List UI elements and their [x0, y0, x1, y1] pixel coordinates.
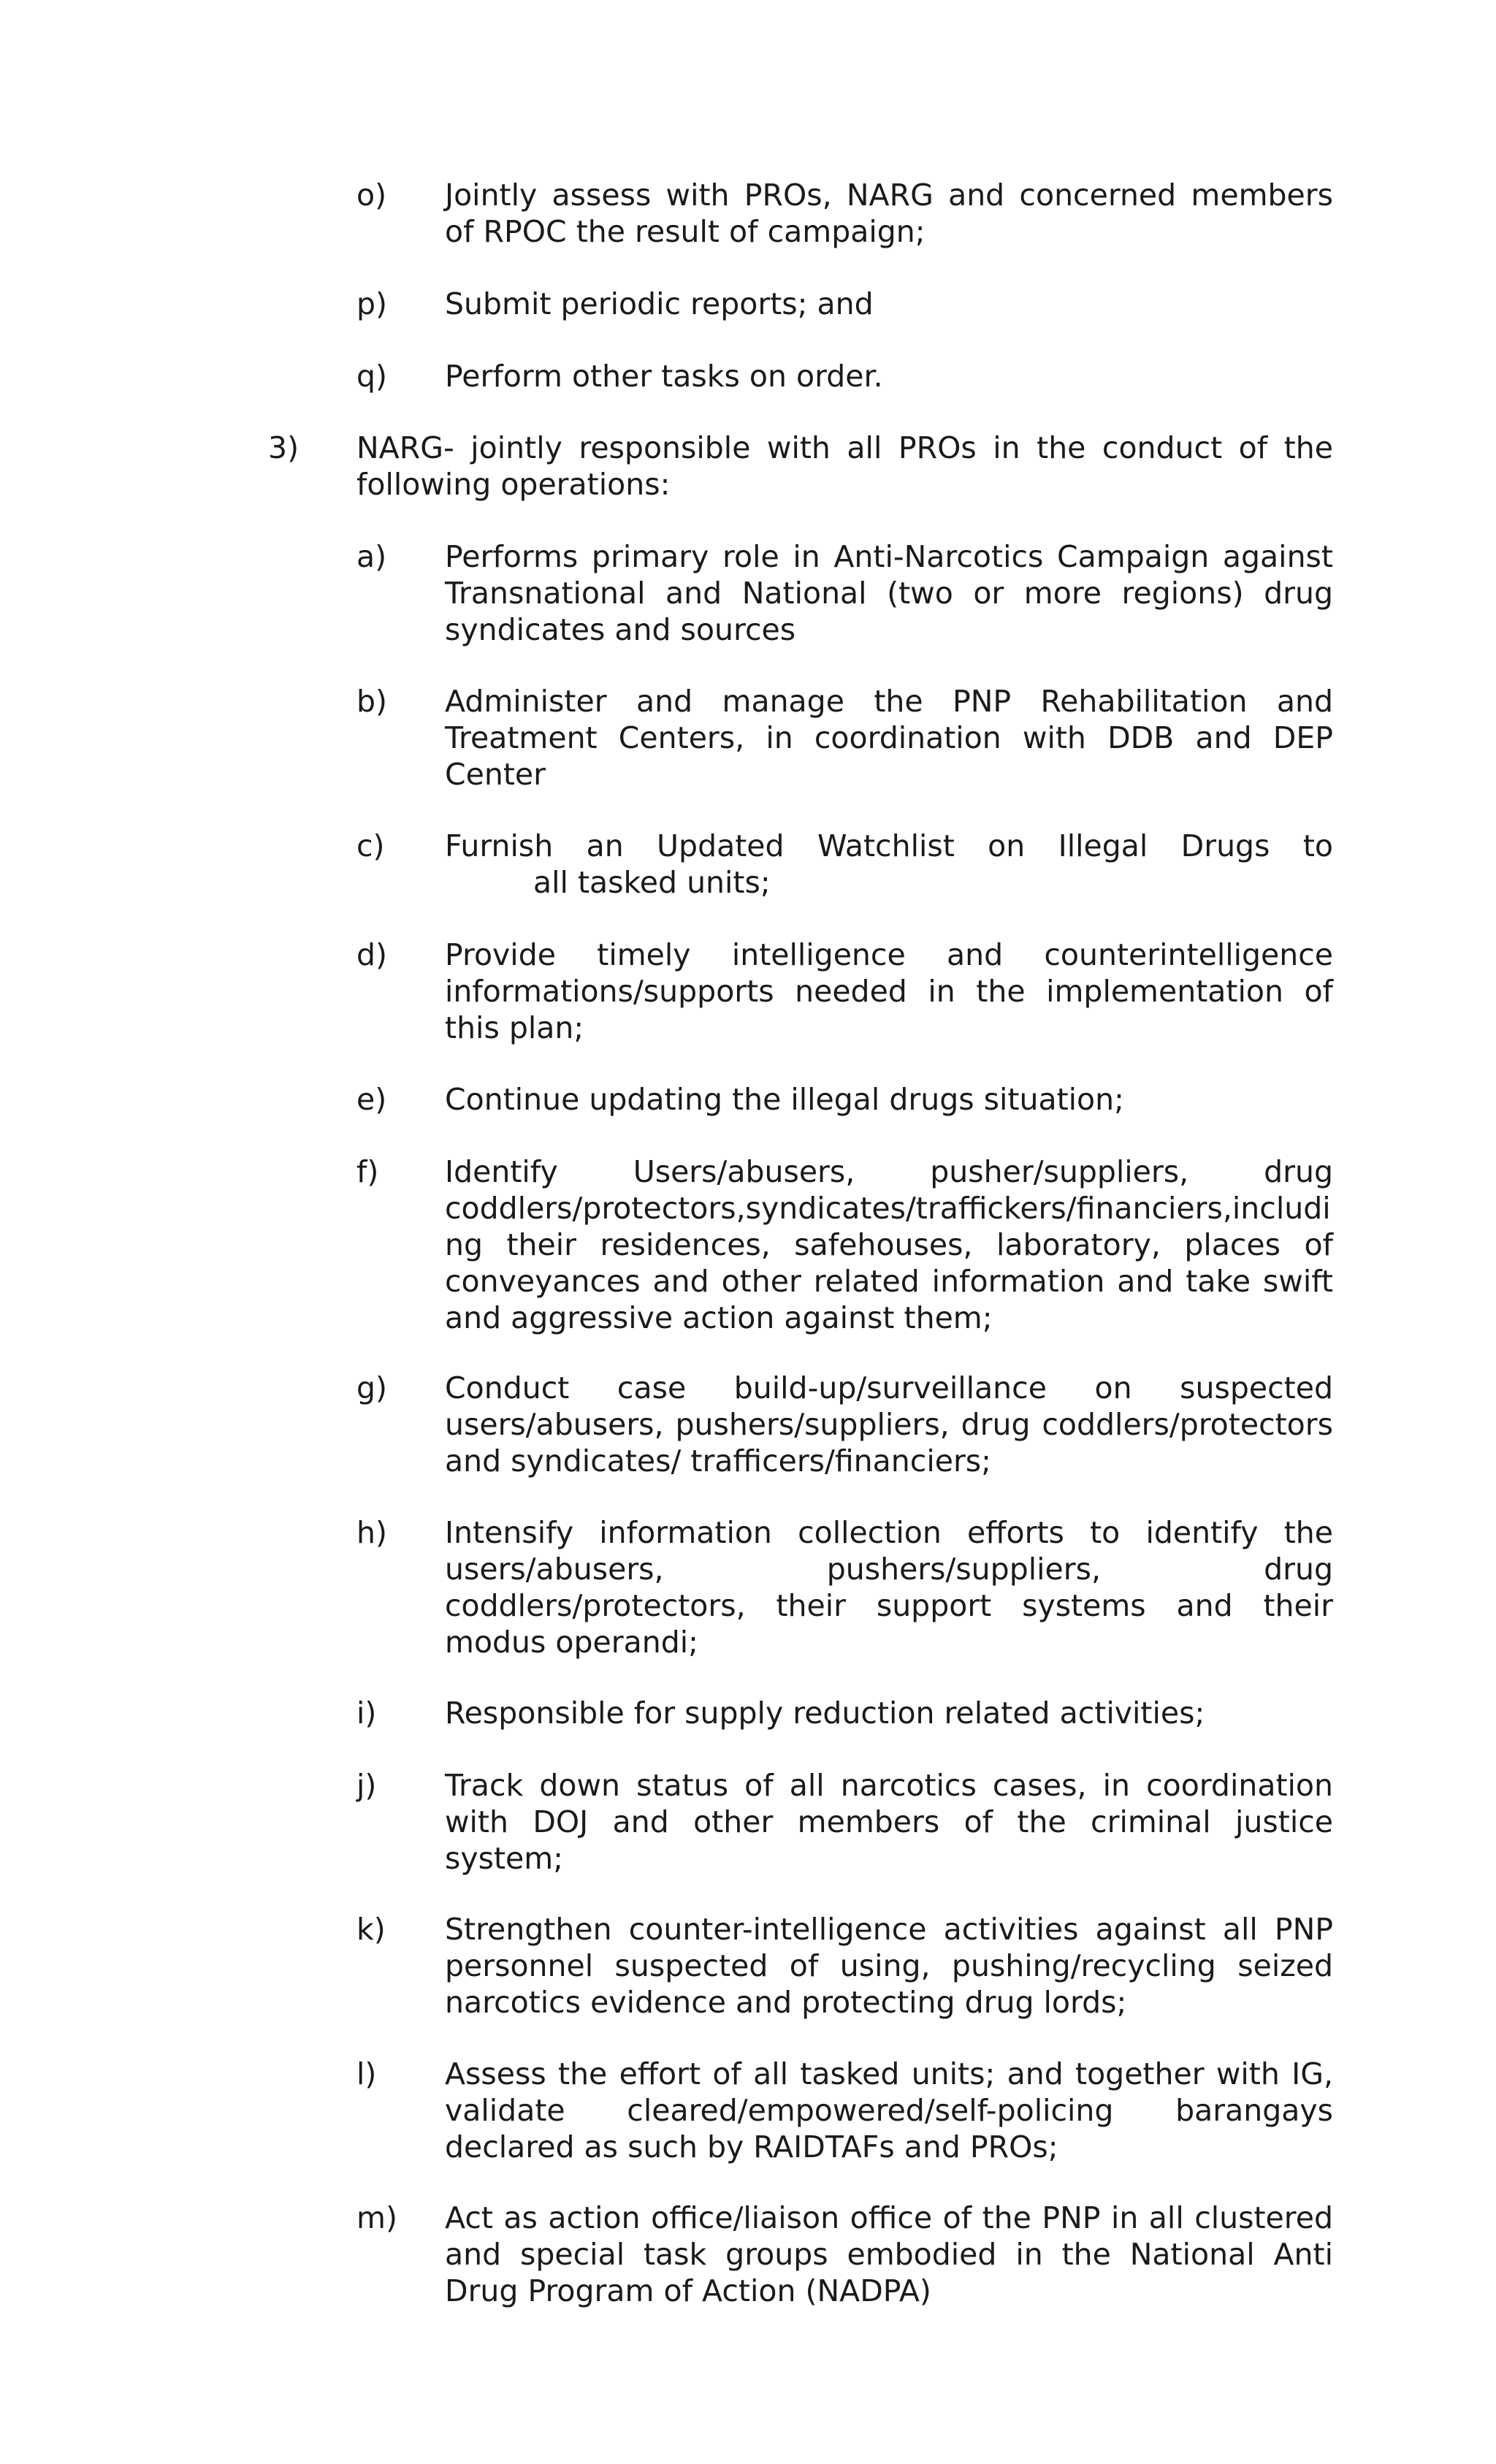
- item-text: Provide timely intelligence and counterintelligence informations/supports needed in the implementation of this plan;: [445, 937, 1333, 1045]
- item-label: h): [356, 1515, 387, 1550]
- item-text: Strengthen counter-intelligence activities against all PNP personnel suspected of using, pushing/recycling seized narcotics evidence and protecting drug lords;: [445, 1912, 1333, 2020]
- item-text-line: conveyances and other related information and take swift: [445, 1264, 1333, 1299]
- item-text-line: coddlers/protectors,syndicates/traffickers/financiers,includi: [445, 1191, 1331, 1226]
- item-label: q): [356, 359, 388, 394]
- item-text: Performs primary role in Anti-Narcotics Campaign against Transnational and National (two or more regions) drug syndicates and sources: [445, 539, 1333, 647]
- item-label: e): [356, 1082, 387, 1117]
- item-text: Continue updating the illegal drugs situation;: [445, 1082, 1124, 1117]
- item-text: Assess the effort of all tasked units; and together with IG, validate cleared/empowered/self-policing barangays declared as such by RAIDTAFs and PROs;: [445, 2056, 1333, 2164]
- item-text-line: Identify Users/abusers, pusher/suppliers, drug: [445, 1154, 1333, 1189]
- item-label: d): [356, 937, 388, 972]
- item-text: Track down status of all narcotics cases, in coordination with DOJ and other members of the criminal justice system;: [445, 1768, 1333, 1876]
- item-text: [445, 1153, 1333, 1336]
- item-label: c): [356, 828, 385, 863]
- item-label: a): [356, 539, 387, 574]
- item-text: Perform other tasks on order.: [445, 359, 883, 394]
- item-label: k): [356, 1912, 386, 1947]
- item-text: Act as action office/liaison office of the PNP in all clustered and special task groups embodied in the National Anti Drug Program of Action (NADPA): [445, 2200, 1333, 2308]
- item-label: b): [356, 684, 388, 719]
- item-label: g): [356, 1370, 388, 1405]
- item-text: Responsible for supply reduction related activities;: [445, 1696, 1205, 1731]
- item-label: i): [356, 1696, 377, 1731]
- item-text: Submit periodic reports; and: [445, 286, 874, 321]
- section-label: 3): [268, 430, 299, 465]
- item-text: [445, 828, 1333, 901]
- item-text: Conduct case build-up/surveillance on suspected users/abusers, pushers/suppliers, drug coddlers/protectors and syndicates/ trafficers/financiers;: [445, 1370, 1333, 1479]
- item-text: Administer and manage the PNP Rehabilitation and Treatment Centers, in coordination with DDB and DEP Center: [445, 684, 1333, 792]
- item-text: Intensify information collection efforts to identify the users/abusers, pushers/suppliers, drug coddlers/protectors, their support systems and their modus operandi;: [445, 1515, 1333, 1660]
- item-text-line: and aggressive action against them;: [445, 1300, 993, 1335]
- item-label: o): [356, 178, 387, 213]
- item-label: j): [356, 1768, 377, 1803]
- item-text-line: all tasked units;: [533, 865, 771, 900]
- section-text: NARG- jointly responsible with all PROs in the conduct of the following operations:: [356, 430, 1333, 502]
- item-label: p): [356, 286, 388, 321]
- item-label: m): [356, 2200, 397, 2235]
- item-text-line: ng their residences, safehouses, laboratory, places of: [445, 1227, 1333, 1262]
- item-text: Jointly assess with PROs, NARG and concerned members of RPOC the result of campaign;: [445, 178, 1333, 249]
- item-text-line: Furnish an Updated Watchlist on Illegal Drugs to: [445, 828, 1333, 863]
- item-label: l): [356, 2056, 377, 2091]
- item-label: f): [356, 1154, 379, 1189]
